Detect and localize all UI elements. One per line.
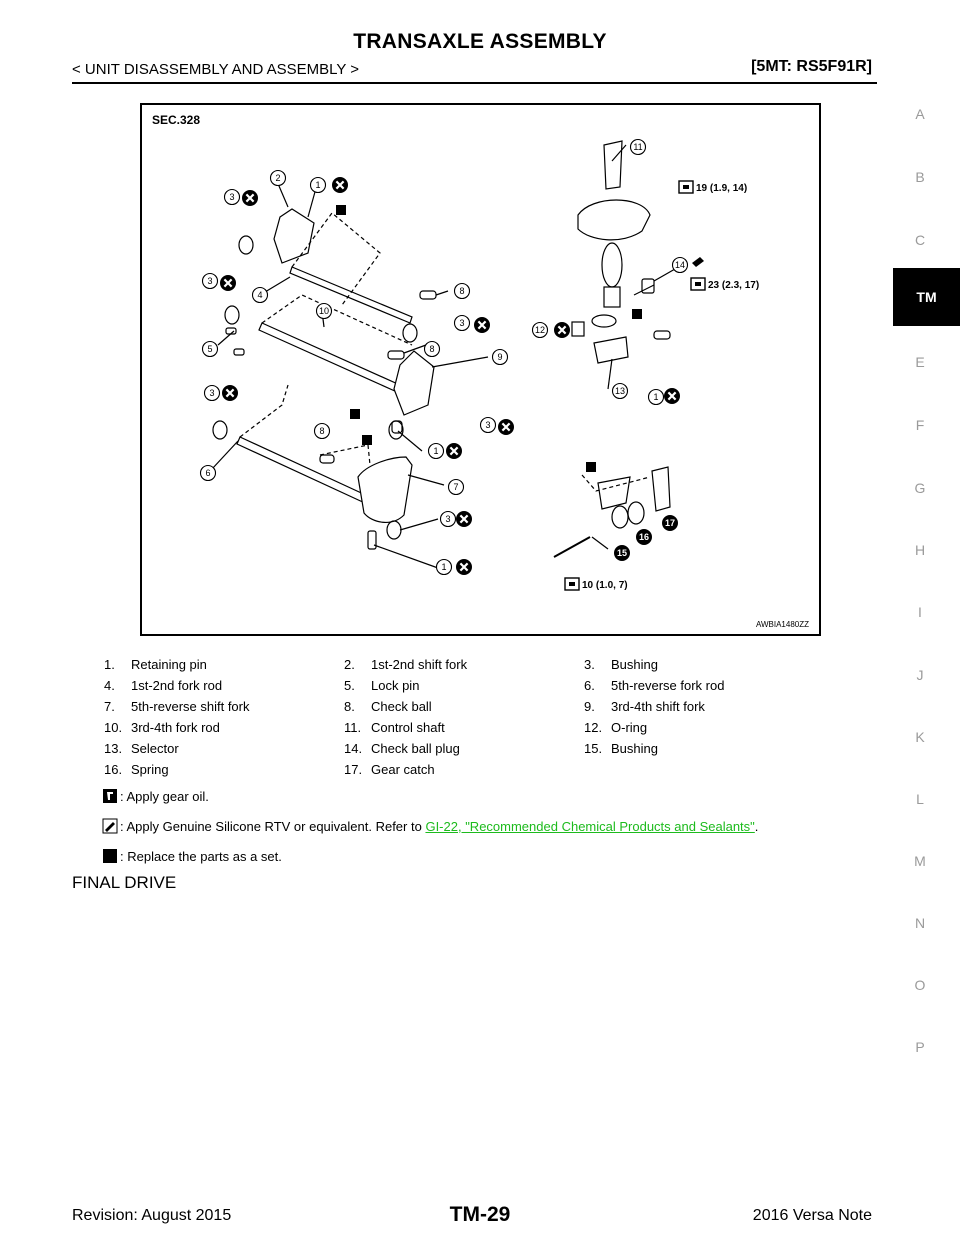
callout-4: 4 <box>257 290 263 300</box>
side-index-o[interactable]: O <box>914 977 926 993</box>
legend-number: 11. <box>344 720 362 735</box>
legend-label: 5th-reverse shift fork <box>131 699 250 714</box>
side-index-n[interactable]: N <box>914 915 926 931</box>
legend-label: 3rd-4th fork rod <box>131 720 220 735</box>
header-rule <box>72 82 877 84</box>
side-index-tm[interactable]: TM <box>893 268 960 326</box>
side-index-c[interactable]: C <box>914 232 926 248</box>
legend-number: 16. <box>104 762 123 777</box>
callout-2: 2 <box>275 173 281 183</box>
legend-label: Selector <box>131 741 179 756</box>
legend-label: Lock pin <box>371 678 420 693</box>
section-heading: FINAL DRIVE <box>72 873 177 892</box>
figure-section-label: SEC.328 <box>152 113 201 127</box>
page-number: TM-29 <box>449 1203 511 1226</box>
callout-13: 13 <box>614 386 626 396</box>
figure-code: AWBIA1480ZZ <box>755 620 809 629</box>
legend-number: 2. <box>344 657 355 672</box>
note-gear-oil-text: : Apply gear oil. <box>120 788 209 804</box>
callout-16: 16 <box>638 532 650 542</box>
legend-number: 17. <box>344 762 363 777</box>
callout-3: 3 <box>485 420 491 430</box>
legend-number: 10. <box>104 720 123 735</box>
parts-legend <box>104 654 824 780</box>
legend-row <box>104 654 824 675</box>
sealant-reference-link[interactable]: GI-22, "Recommended Chemical Products and Sealants" <box>425 818 755 834</box>
callout-1: 1 <box>441 562 447 572</box>
callout-6: 6 <box>205 468 211 478</box>
side-index-e[interactable]: E <box>915 354 925 370</box>
replace-as-set-icon <box>102 848 118 864</box>
legend-label: 3rd-4th shift fork <box>611 699 705 714</box>
legend-row <box>104 717 824 738</box>
legend-row <box>104 696 824 717</box>
note-gear-oil <box>102 788 209 804</box>
callout-8: 8 <box>319 426 325 436</box>
revision-date: Revision: August 2015 <box>72 1207 232 1224</box>
legend-number: 1. <box>104 657 115 672</box>
callout-11: 11 <box>633 142 643 152</box>
legend-number: 8. <box>344 699 355 714</box>
side-index-h[interactable]: H <box>914 542 926 558</box>
exploded-view-figure <box>140 103 821 636</box>
side-index-b[interactable]: B <box>915 169 925 185</box>
legend-number: 15. <box>584 741 603 756</box>
note-replace-set-text: : Replace the parts as a set. <box>120 848 282 864</box>
legend-label: 5th-reverse fork rod <box>611 678 725 693</box>
callout-3: 3 <box>207 276 213 286</box>
torque-value-check-ball-plug: 23 (2.3, 17) <box>708 280 760 291</box>
legend-label: Control shaft <box>371 720 445 735</box>
legend-row <box>104 675 824 696</box>
callout-3: 3 <box>459 318 465 328</box>
callout-7: 7 <box>453 482 459 492</box>
legend-number: 3. <box>584 657 595 672</box>
legend-number: 6. <box>584 678 595 693</box>
callout-12: 12 <box>534 325 546 335</box>
callout-3: 3 <box>445 514 451 524</box>
callout-17: 17 <box>664 518 676 528</box>
exploded-view-drawing <box>142 105 819 634</box>
legend-number: 12. <box>584 720 603 735</box>
legend-row <box>104 759 824 780</box>
legend-label: Bushing <box>611 741 658 756</box>
callout-3: 3 <box>229 192 235 202</box>
sealant-icon <box>102 818 118 834</box>
callout-10: 10 <box>318 306 330 316</box>
legend-number: 5. <box>344 678 355 693</box>
legend-number: 9. <box>584 699 595 714</box>
legend-label: Gear catch <box>371 762 435 777</box>
legend-label: Check ball plug <box>371 741 460 756</box>
side-index-g[interactable]: G <box>914 480 926 496</box>
gear-oil-icon <box>572 322 584 336</box>
side-index-l[interactable]: L <box>916 791 924 807</box>
legend-label: 1st-2nd shift fork <box>371 657 468 672</box>
page-title: TRANSAXLE ASSEMBLY <box>353 30 607 53</box>
legend-label: O-ring <box>611 720 648 735</box>
breadcrumb: < UNIT DISASSEMBLY AND ASSEMBLY > <box>72 61 360 78</box>
legend-label: Bushing <box>611 657 658 672</box>
model-code: [5MT: RS5F91R] <box>751 58 872 75</box>
side-index-m[interactable]: M <box>914 853 926 869</box>
callout-1: 1 <box>433 446 439 456</box>
note-sealant <box>102 818 758 834</box>
legend-number: 14. <box>344 741 363 756</box>
legend-number: 7. <box>104 699 115 714</box>
callout-3: 3 <box>209 388 215 398</box>
note-sealant-text: : Apply Genuine Silicone RTV or equivalent. Refer to <box>120 818 422 834</box>
legend-label: Check ball <box>371 699 432 714</box>
side-index-i[interactable]: I <box>918 604 922 620</box>
sealant-icon <box>692 257 704 267</box>
legend-label: Retaining pin <box>131 657 207 672</box>
legend-row <box>104 738 824 759</box>
torque-value-control-shaft: 19 (1.9, 14) <box>696 183 748 194</box>
legend-label: Spring <box>131 762 169 777</box>
callout-1: 1 <box>315 180 321 190</box>
legend-number: 13. <box>104 741 123 756</box>
side-index-j[interactable]: J <box>916 667 924 683</box>
callout-9: 9 <box>497 352 503 362</box>
torque-value-bushing: 10 (1.0, 7) <box>582 580 628 591</box>
callout-8: 8 <box>459 286 465 296</box>
callout-5: 5 <box>207 344 213 354</box>
torque-icon <box>679 181 693 193</box>
gear-oil-icon <box>102 788 118 804</box>
torque-icon <box>565 578 579 590</box>
vehicle-model: 2016 Versa Note <box>752 1207 872 1224</box>
side-index-f[interactable]: F <box>915 417 925 433</box>
callout-14: 14 <box>674 260 686 270</box>
torque-icon <box>691 278 705 290</box>
callout-1: 1 <box>653 392 659 402</box>
callout-8: 8 <box>429 344 435 354</box>
side-index-a[interactable]: A <box>915 106 925 122</box>
callout-15: 15 <box>616 548 628 558</box>
note-replace-set <box>102 848 282 864</box>
side-index-p[interactable]: P <box>915 1039 925 1055</box>
legend-number: 4. <box>104 678 115 693</box>
legend-label: 1st-2nd fork rod <box>131 678 223 693</box>
note-sealant-suffix: . <box>754 818 759 834</box>
side-index-k[interactable]: K <box>915 729 925 745</box>
